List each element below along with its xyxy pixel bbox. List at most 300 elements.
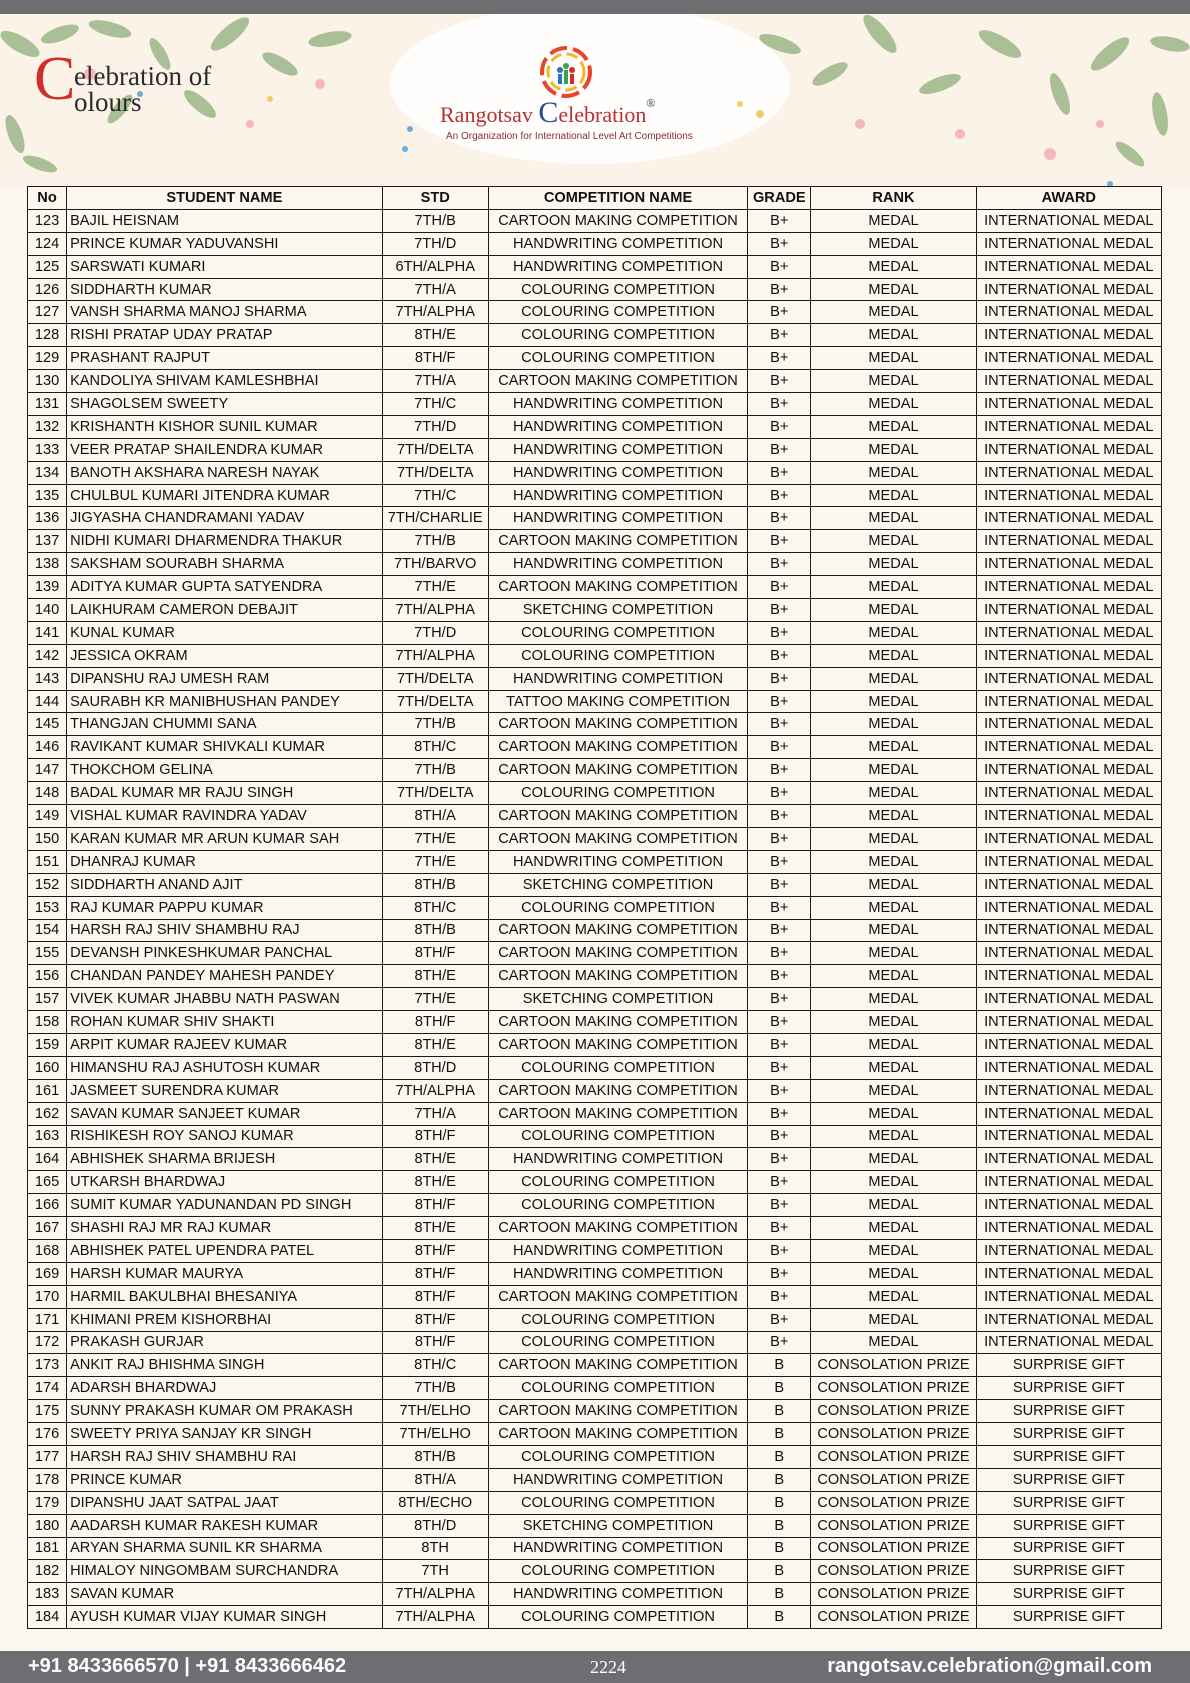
cell-grade: B+ [748,827,811,850]
cell-student-name: SAURABH KR MANIBHUSHAN PANDEY [67,690,383,713]
cell-grade: B+ [748,667,811,690]
cell-grade: B+ [748,255,811,278]
cell-grade: B+ [748,576,811,599]
cell-competition: CARTOON MAKING COMPETITION [488,1011,747,1034]
cell-rank: MEDAL [811,1194,976,1217]
footer-phones: +91 8433666570 | +91 8433666462 [28,1655,347,1677]
cell-grade: B+ [748,1011,811,1034]
table-row [28,324,1162,347]
col-header-rank: RANK [811,187,976,210]
cell-grade: B+ [748,759,811,782]
cell-competition: CARTOON MAKING COMPETITION [488,827,747,850]
footer-page-number: 2224 [590,1657,626,1677]
cell-rank: MEDAL [811,1056,976,1079]
celebration-of-colours-logo [34,45,234,124]
cell-std: 7TH/ALPHA [382,1606,488,1629]
cell-student-name: BAJIL HEISNAM [67,209,383,232]
cell-rank: MEDAL [811,644,976,667]
cell-award: INTERNATIONAL MEDAL [976,942,1161,965]
cell-std: 7TH/ALPHA [382,644,488,667]
table-row [28,850,1162,873]
cell-competition: COLOURING COMPETITION [488,1560,747,1583]
cell-student-name: ANKIT RAJ BHISHMA SINGH [67,1354,383,1377]
cell-grade: B+ [748,461,811,484]
cell-std: 7TH/D [382,232,488,255]
cell-competition: CARTOON MAKING COMPETITION [488,576,747,599]
brand-cap: C [538,96,559,129]
cell-std: 7TH [382,1560,488,1583]
cell-student-name: LAIKHURAM CAMERON DEBAJIT [67,599,383,622]
cell-rank: CONSOLATION PRIZE [811,1354,976,1377]
cell-student-name: VANSH SHARMA MANOJ SHARMA [67,301,383,324]
cell-rank: CONSOLATION PRIZE [811,1377,976,1400]
table-row [28,1400,1162,1423]
cell-no: 162 [28,1102,67,1125]
cell-competition: COLOURING COMPETITION [488,1171,747,1194]
cell-no: 180 [28,1514,67,1537]
cell-rank: MEDAL [811,1148,976,1171]
rangotsav-emblem-icon [538,44,594,100]
table-row [28,759,1162,782]
cell-no: 136 [28,507,67,530]
cell-no: 135 [28,484,67,507]
col-header-competition-name: COMPETITION NAME [488,187,747,210]
cell-grade: B [748,1423,811,1446]
cell-rank: MEDAL [811,438,976,461]
cell-student-name: RISHI PRATAP UDAY PRATAP [67,324,383,347]
table-row [28,1171,1162,1194]
cell-competition: HANDWRITING COMPETITION [488,507,747,530]
cell-rank: MEDAL [811,370,976,393]
cell-rank: MEDAL [811,415,976,438]
cell-student-name: PRINCE KUMAR [67,1468,383,1491]
cell-grade: B [748,1400,811,1423]
cell-competition: COLOURING COMPETITION [488,1056,747,1079]
cell-std: 7TH/E [382,576,488,599]
cell-std: 7TH/C [382,393,488,416]
cell-grade: B+ [748,438,811,461]
cell-std: 8TH/E [382,324,488,347]
cell-std: 7TH/DELTA [382,667,488,690]
cell-award: SURPRISE GIFT [976,1583,1161,1606]
table-row [28,1194,1162,1217]
cell-competition: HANDWRITING COMPETITION [488,461,747,484]
cell-no: 128 [28,324,67,347]
rangotsav-brand [440,96,700,142]
cell-award: INTERNATIONAL MEDAL [976,1285,1161,1308]
cell-rank: CONSOLATION PRIZE [811,1445,976,1468]
cell-grade: B+ [748,942,811,965]
table-row [28,1560,1162,1583]
cell-std: 8TH/A [382,1468,488,1491]
table-row [28,1102,1162,1125]
cell-no: 179 [28,1491,67,1514]
cell-no: 170 [28,1285,67,1308]
cell-student-name: ARYAN SHARMA SUNIL KR SHARMA [67,1537,383,1560]
cell-std: 7TH/A [382,370,488,393]
cell-award: INTERNATIONAL MEDAL [976,965,1161,988]
cell-no: 127 [28,301,67,324]
cell-award: INTERNATIONAL MEDAL [976,1102,1161,1125]
cell-rank: MEDAL [811,576,976,599]
cell-std: 8TH [382,1537,488,1560]
cell-student-name: HARSH KUMAR MAURYA [67,1262,383,1285]
cell-rank: MEDAL [811,393,976,416]
cell-grade: B+ [748,1331,811,1354]
cell-rank: CONSOLATION PRIZE [811,1514,976,1537]
cell-award: INTERNATIONAL MEDAL [976,301,1161,324]
cell-grade: B [748,1537,811,1560]
table-row [28,301,1162,324]
cell-competition: CARTOON MAKING COMPETITION [488,1217,747,1240]
table-row [28,1583,1162,1606]
cell-rank: MEDAL [811,461,976,484]
page-header [0,14,1190,186]
cell-std: 7TH/E [382,850,488,873]
cell-student-name: NIDHI KUMARI DHARMENDRA THAKUR [67,530,383,553]
cell-competition: CARTOON MAKING COMPETITION [488,805,747,828]
cell-grade: B+ [748,370,811,393]
cell-rank: CONSOLATION PRIZE [811,1537,976,1560]
cell-std: 7TH/C [382,484,488,507]
cell-award: INTERNATIONAL MEDAL [976,553,1161,576]
table-row [28,1423,1162,1446]
cell-rank: MEDAL [811,850,976,873]
cell-std: 8TH/F [382,1308,488,1331]
cell-std: 7TH/ELHO [382,1423,488,1446]
cell-award: INTERNATIONAL MEDAL [976,713,1161,736]
cell-no: 133 [28,438,67,461]
brand-tagline: An Organization for International Level Art Competitions [446,131,693,142]
cell-std: 7TH/B [382,530,488,553]
cell-award: INTERNATIONAL MEDAL [976,896,1161,919]
cell-rank: MEDAL [811,690,976,713]
cell-rank: MEDAL [811,1171,976,1194]
cell-std: 7TH/ELHO [382,1400,488,1423]
cell-std: 7TH/B [382,713,488,736]
cell-std: 8TH/C [382,736,488,759]
cell-no: 125 [28,255,67,278]
cell-grade: B+ [748,896,811,919]
cell-rank: MEDAL [811,988,976,1011]
cell-grade: B+ [748,393,811,416]
results-table [27,186,1162,1629]
cell-std: 8TH/C [382,896,488,919]
cell-grade: B+ [748,873,811,896]
table-row [28,1308,1162,1331]
cell-student-name: SARSWATI KUMARI [67,255,383,278]
cell-student-name: DIPANSHU JAAT SATPAL JAAT [67,1491,383,1514]
cell-award: INTERNATIONAL MEDAL [976,438,1161,461]
cell-no: 129 [28,347,67,370]
cell-no: 181 [28,1537,67,1560]
cell-competition: HANDWRITING COMPETITION [488,1239,747,1262]
cell-grade: B+ [748,805,811,828]
cell-std: 8TH/E [382,1171,488,1194]
cell-student-name: JESSICA OKRAM [67,644,383,667]
cell-rank: MEDAL [811,530,976,553]
cell-std: 8TH/E [382,1148,488,1171]
cell-rank: MEDAL [811,507,976,530]
cell-student-name: CHULBUL KUMARI JITENDRA KUMAR [67,484,383,507]
cell-std: 8TH/C [382,1354,488,1377]
cell-competition: COLOURING COMPETITION [488,301,747,324]
cell-grade: B+ [748,415,811,438]
cell-no: 165 [28,1171,67,1194]
cell-student-name: BANOTH AKSHARA NARESH NAYAK [67,461,383,484]
cell-std: 7TH/ALPHA [382,301,488,324]
cell-std: 8TH/F [382,1194,488,1217]
cell-award: INTERNATIONAL MEDAL [976,232,1161,255]
cell-award: SURPRISE GIFT [976,1400,1161,1423]
cell-award: INTERNATIONAL MEDAL [976,1125,1161,1148]
cell-std: 7TH/CHARLIE [382,507,488,530]
top-bar [0,0,1190,14]
cell-rank: MEDAL [811,232,976,255]
cell-grade: B+ [748,232,811,255]
cell-rank: MEDAL [811,713,976,736]
cell-rank: MEDAL [811,896,976,919]
table-row [28,1445,1162,1468]
cell-award: INTERNATIONAL MEDAL [976,324,1161,347]
cell-grade: B+ [748,1079,811,1102]
cell-competition: CARTOON MAKING COMPETITION [488,530,747,553]
cell-competition: CARTOON MAKING COMPETITION [488,1423,747,1446]
cell-student-name: PRASHANT RAJPUT [67,347,383,370]
cell-award: INTERNATIONAL MEDAL [976,278,1161,301]
cell-no: 175 [28,1400,67,1423]
cell-student-name: CHANDAN PANDEY MAHESH PANDEY [67,965,383,988]
cell-no: 169 [28,1262,67,1285]
cell-no: 164 [28,1148,67,1171]
cell-std: 8TH/E [382,1217,488,1240]
cell-rank: MEDAL [811,827,976,850]
cell-no: 152 [28,873,67,896]
cell-no: 158 [28,1011,67,1034]
cell-award: INTERNATIONAL MEDAL [976,667,1161,690]
cell-grade: B [748,1445,811,1468]
cell-award: INTERNATIONAL MEDAL [976,209,1161,232]
cell-student-name: SHASHI RAJ MR RAJ KUMAR [67,1217,383,1240]
cell-std: 7TH/B [382,209,488,232]
cell-no: 177 [28,1445,67,1468]
cell-award: INTERNATIONAL MEDAL [976,1148,1161,1171]
cell-no: 137 [28,530,67,553]
table-row [28,1331,1162,1354]
table-row [28,393,1162,416]
table-row [28,1125,1162,1148]
cell-student-name: SUNNY PRAKASH KUMAR OM PRAKASH [67,1400,383,1423]
cell-grade: B [748,1491,811,1514]
cell-rank: CONSOLATION PRIZE [811,1468,976,1491]
cell-competition: COLOURING COMPETITION [488,1445,747,1468]
cell-rank: MEDAL [811,621,976,644]
cell-grade: B+ [748,713,811,736]
cell-award: SURPRISE GIFT [976,1468,1161,1491]
brand-word: Rangotsav [440,102,533,127]
cell-award: INTERNATIONAL MEDAL [976,1331,1161,1354]
cell-student-name: RAJ KUMAR PAPPU KUMAR [67,896,383,919]
cell-grade: B+ [748,553,811,576]
cell-competition: CARTOON MAKING COMPETITION [488,965,747,988]
cell-competition: CARTOON MAKING COMPETITION [488,370,747,393]
cell-award: SURPRISE GIFT [976,1514,1161,1537]
cell-award: INTERNATIONAL MEDAL [976,370,1161,393]
cell-no: 184 [28,1606,67,1629]
cell-student-name: AYUSH KUMAR VIJAY KUMAR SINGH [67,1606,383,1629]
cell-grade: B+ [748,644,811,667]
cell-competition: HANDWRITING COMPETITION [488,1262,747,1285]
cell-competition: HANDWRITING COMPETITION [488,1537,747,1560]
cell-award: INTERNATIONAL MEDAL [976,988,1161,1011]
cell-award: SURPRISE GIFT [976,1354,1161,1377]
cell-grade: B [748,1560,811,1583]
table-row [28,873,1162,896]
cell-no: 131 [28,393,67,416]
cell-std: 7TH/B [382,1377,488,1400]
table-row [28,576,1162,599]
cell-no: 167 [28,1217,67,1240]
brand-rest: elebration [558,102,647,127]
cell-student-name: ARPIT KUMAR RAJEEV KUMAR [67,1033,383,1056]
cell-rank: MEDAL [811,667,976,690]
table-row [28,1033,1162,1056]
cell-grade: B+ [748,209,811,232]
cell-competition: CARTOON MAKING COMPETITION [488,1285,747,1308]
cell-std: 7TH/E [382,827,488,850]
cell-rank: CONSOLATION PRIZE [811,1423,976,1446]
cell-competition: COLOURING COMPETITION [488,1377,747,1400]
cell-grade: B+ [748,507,811,530]
cell-competition: HANDWRITING COMPETITION [488,438,747,461]
cell-competition: COLOURING COMPETITION [488,1606,747,1629]
cell-grade: B+ [748,1308,811,1331]
cell-std: 7TH/ALPHA [382,1583,488,1606]
cell-competition: COLOURING COMPETITION [488,782,747,805]
cell-no: 173 [28,1354,67,1377]
cell-no: 149 [28,805,67,828]
table-row [28,507,1162,530]
cell-std: 8TH/F [382,1011,488,1034]
table-row [28,438,1162,461]
cell-std: 7TH/A [382,278,488,301]
cell-std: 7TH/DELTA [382,438,488,461]
cell-rank: MEDAL [811,919,976,942]
cell-competition: COLOURING COMPETITION [488,1491,747,1514]
cell-grade: B+ [748,1262,811,1285]
cell-grade: B+ [748,850,811,873]
cell-student-name: HARMIL BAKULBHAI BHESANIYA [67,1285,383,1308]
table-row [28,965,1162,988]
cell-no: 142 [28,644,67,667]
cell-student-name: SAVAN KUMAR SANJEET KUMAR [67,1102,383,1125]
cell-no: 124 [28,232,67,255]
cell-rank: MEDAL [811,347,976,370]
cell-no: 159 [28,1033,67,1056]
cell-no: 145 [28,713,67,736]
col-header-student-name: STUDENT NAME [67,187,383,210]
cell-rank: CONSOLATION PRIZE [811,1583,976,1606]
cell-award: INTERNATIONAL MEDAL [976,1171,1161,1194]
cell-grade: B+ [748,324,811,347]
table-row [28,1354,1162,1377]
cell-award: SURPRISE GIFT [976,1606,1161,1629]
cell-competition: SKETCHING COMPETITION [488,873,747,896]
col-header-award: AWARD [976,187,1161,210]
col-header-std: STD [382,187,488,210]
cell-student-name: JASMEET SURENDRA KUMAR [67,1079,383,1102]
cell-student-name: VISHAL KUMAR RAVINDRA YADAV [67,805,383,828]
table-row [28,209,1162,232]
table-row [28,255,1162,278]
cell-std: 8TH/F [382,942,488,965]
cell-competition: COLOURING COMPETITION [488,324,747,347]
cell-no: 161 [28,1079,67,1102]
cell-award: INTERNATIONAL MEDAL [976,1239,1161,1262]
cell-std: 7TH/B [382,759,488,782]
table-row [28,644,1162,667]
cell-competition: COLOURING COMPETITION [488,621,747,644]
cell-competition: HANDWRITING COMPETITION [488,1468,747,1491]
cell-student-name: BADAL KUMAR MR RAJU SINGH [67,782,383,805]
cell-competition: COLOURING COMPETITION [488,1331,747,1354]
cell-competition: COLOURING COMPETITION [488,278,747,301]
cell-rank: MEDAL [811,965,976,988]
table-row [28,278,1162,301]
cell-std: 7TH/DELTA [382,782,488,805]
cell-competition: HANDWRITING COMPETITION [488,1148,747,1171]
cell-grade: B+ [748,1285,811,1308]
cell-grade: B [748,1377,811,1400]
cell-rank: MEDAL [811,873,976,896]
cell-no: 174 [28,1377,67,1400]
cell-student-name: SWEETY PRIYA SANJAY KR SINGH [67,1423,383,1446]
cell-student-name: SHAGOLSEM SWEETY [67,393,383,416]
cell-grade: B [748,1354,811,1377]
cell-grade: B+ [748,1125,811,1148]
cell-no: 147 [28,759,67,782]
page-footer [0,1651,1190,1683]
cell-grade: B+ [748,690,811,713]
cell-competition: HANDWRITING COMPETITION [488,667,747,690]
cell-award: INTERNATIONAL MEDAL [976,1262,1161,1285]
cell-rank: MEDAL [811,255,976,278]
cell-grade: B+ [748,1194,811,1217]
cell-student-name: KARAN KUMAR MR ARUN KUMAR SAH [67,827,383,850]
cell-award: INTERNATIONAL MEDAL [976,1217,1161,1240]
cell-award: INTERNATIONAL MEDAL [976,1033,1161,1056]
cell-no: 154 [28,919,67,942]
cell-grade: B+ [748,599,811,622]
cell-award: INTERNATIONAL MEDAL [976,644,1161,667]
table-row [28,1514,1162,1537]
table-row [28,1491,1162,1514]
cell-no: 141 [28,621,67,644]
cell-std: 8TH/F [382,1262,488,1285]
col-header-no: No [28,187,67,210]
cell-student-name: UTKARSH BHARDWAJ [67,1171,383,1194]
cell-rank: MEDAL [811,1217,976,1240]
cell-rank: MEDAL [811,324,976,347]
brand-registered: ® [646,96,656,110]
cell-rank: MEDAL [811,1308,976,1331]
cell-std: 7TH/D [382,621,488,644]
cell-rank: MEDAL [811,553,976,576]
cell-competition: CARTOON MAKING COMPETITION [488,1354,747,1377]
cell-std: 7TH/D [382,415,488,438]
table-row [28,942,1162,965]
table-row [28,827,1162,850]
